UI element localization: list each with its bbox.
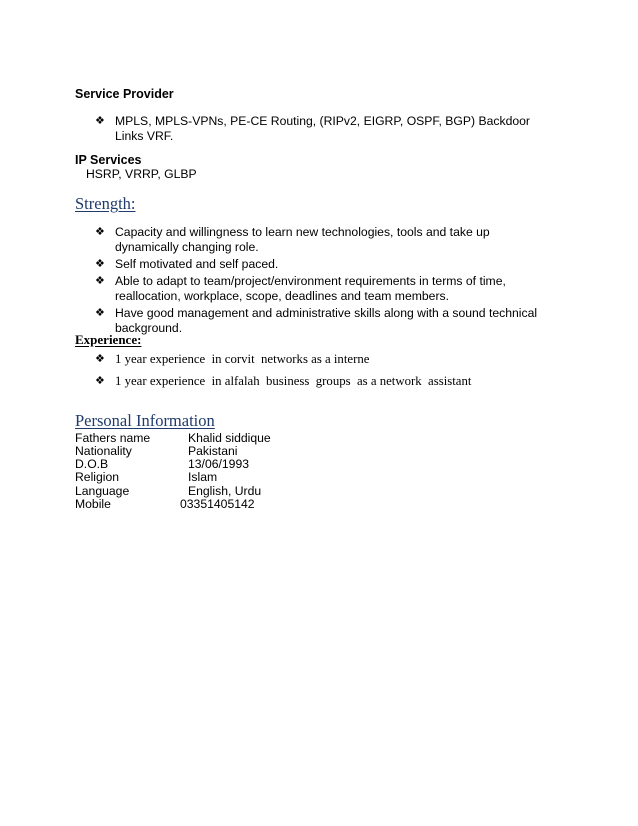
field-value: Khalid siddique bbox=[188, 431, 271, 445]
field-label: Language bbox=[75, 484, 130, 498]
service-provider-list bbox=[95, 114, 550, 144]
diamond-bullet-icon: ❖ bbox=[95, 115, 105, 127]
list-item: ❖ 1 year experience in alfalah business groups as a network assistant bbox=[95, 374, 472, 388]
field-label: D.O.B bbox=[75, 457, 109, 471]
strength-list bbox=[95, 225, 550, 336]
diamond-bullet-icon: ❖ bbox=[95, 352, 105, 365]
experience-heading: Experience: bbox=[75, 332, 142, 347]
experience-list bbox=[95, 351, 550, 389]
field-value: Pakistani bbox=[188, 444, 238, 458]
personal-information-heading: Personal Information bbox=[75, 411, 215, 430]
field-value: 03351405142 bbox=[180, 497, 255, 511]
ip-services-heading: IP Services bbox=[75, 153, 142, 167]
ip-services-text: HSRP, VRRP, GLBP bbox=[86, 167, 197, 181]
list-item: ❖ Self motivated and self paced. bbox=[95, 257, 279, 271]
list-item: ❖ Have good management and administrative skills along with a sound technical background. bbox=[95, 306, 538, 335]
field-value: Islam bbox=[188, 470, 218, 484]
diamond-bullet-icon: ❖ bbox=[95, 307, 105, 319]
service-provider-heading: Service Provider bbox=[75, 87, 174, 101]
diamond-bullet-icon: ❖ bbox=[95, 374, 105, 387]
list-item: ❖ Able to adapt to team/project/environment requirements in terms of time, reallocation, workplace, scope, deadlines and team members. bbox=[95, 274, 506, 303]
strength-heading: Strength: bbox=[75, 194, 136, 213]
list-item: ❖ 1 year experience in corvit networks as a interne bbox=[95, 352, 370, 366]
list-item: ❖ MPLS, MPLS-VPNs, PE-CE Routing, (RIPv2, EIGRP, OSPF, BGP) Backdoor Links VRF. bbox=[95, 114, 530, 143]
field-value: English, Urdu bbox=[188, 484, 262, 498]
field-value: 13/06/1993 bbox=[188, 457, 249, 471]
diamond-bullet-icon: ❖ bbox=[95, 258, 105, 270]
field-label: Mobile bbox=[75, 497, 111, 511]
diamond-bullet-icon: ❖ bbox=[95, 275, 105, 287]
field-label: Fathers name bbox=[75, 431, 151, 445]
field-label: Nationality bbox=[75, 444, 132, 458]
diamond-bullet-icon: ❖ bbox=[95, 226, 105, 238]
list-item: ❖ Capacity and willingness to learn new technologies, tools and take up dynamically changing role. bbox=[95, 225, 490, 254]
field-label: Religion bbox=[75, 470, 120, 484]
